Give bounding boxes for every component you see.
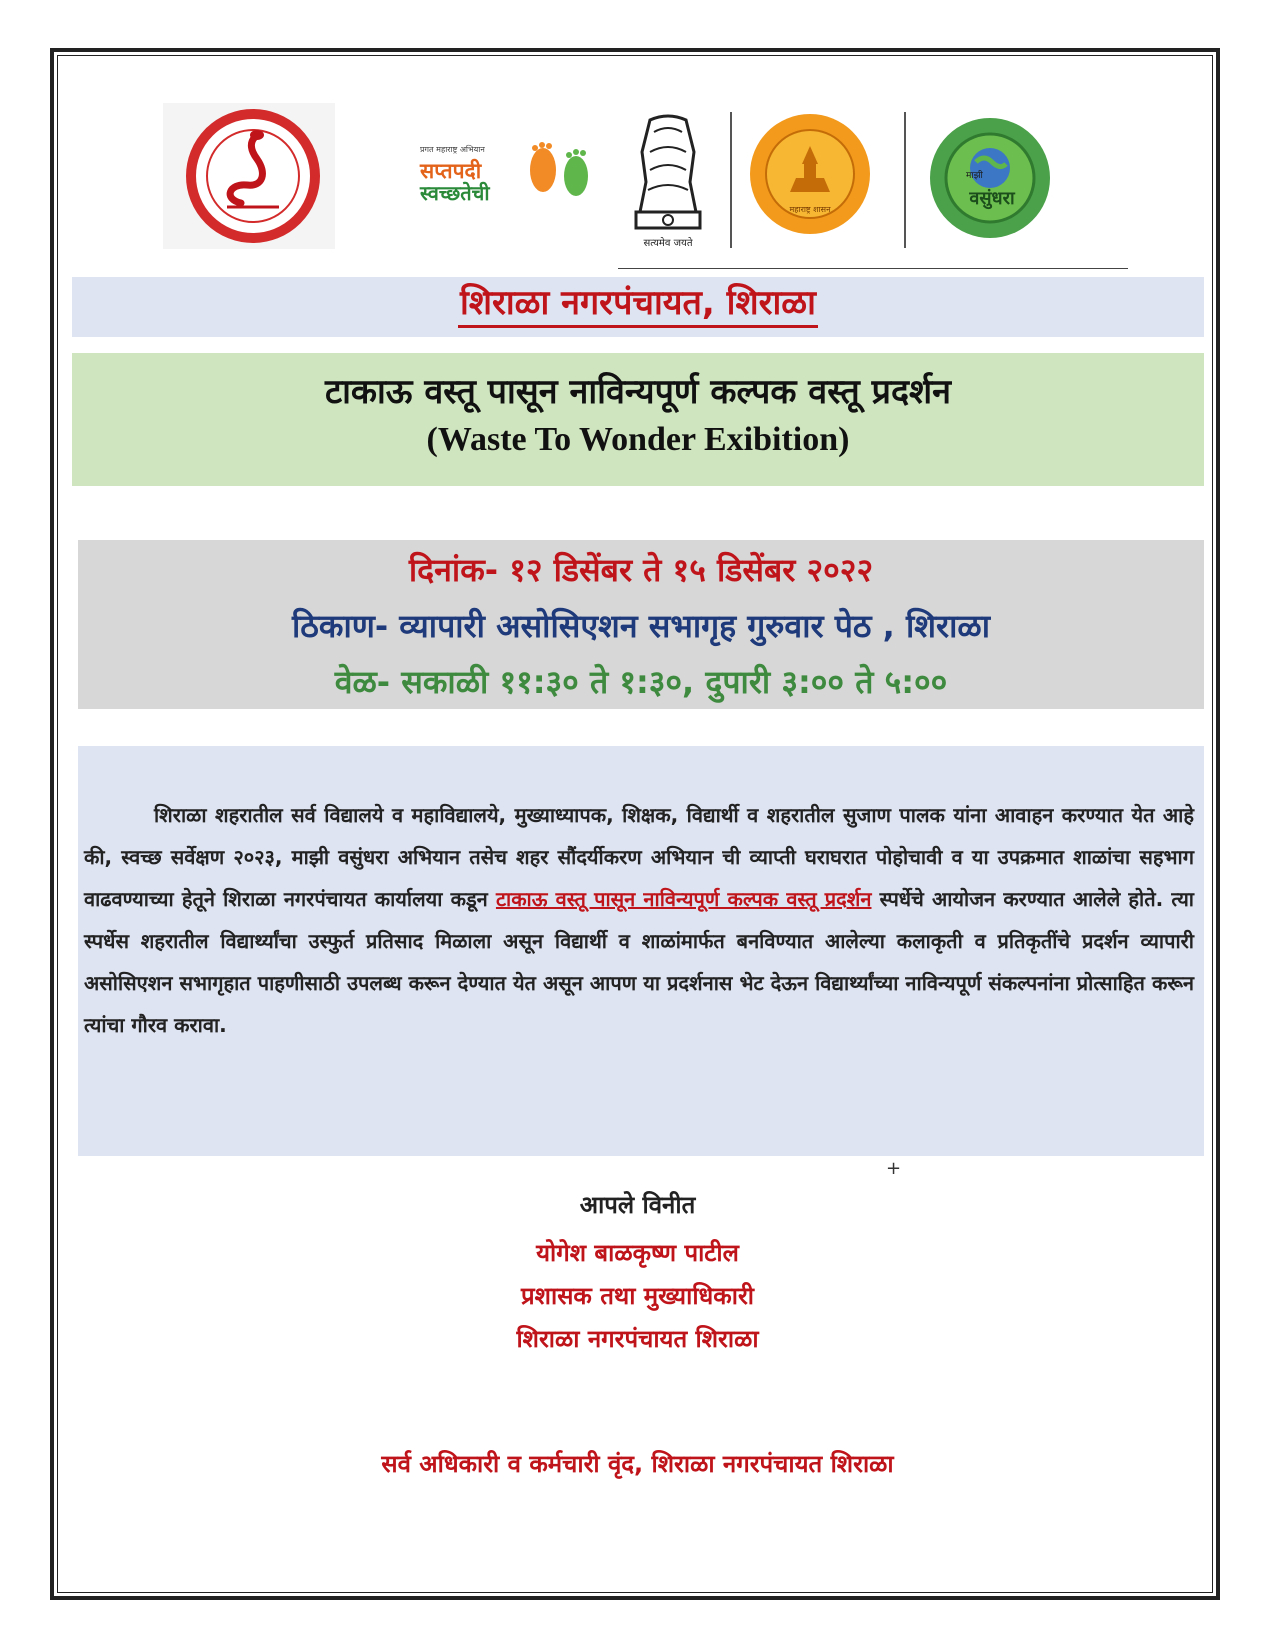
saptapadi-small-text: प्रगत महाराष्ट्र अभियान [420,145,485,154]
maharashtra-seal-text: महाराष्ट्र शासन [789,205,831,214]
signature-designation: प्रशासक तथा मुख्याधिकारी [521,1282,754,1310]
body-text-part2: स्पर्धेचे आयोजन करण्यात आलेले होते. त्या स्पर्धेस शहरातील विद्यार्थ्यांचा उस्फुर्त प्रतिसाद मिळाला असून विद्यार्थी व शाळांमार्फत बनविण्यात आलेल्या कलाकृती व प्रतिकृतींचे प्रदर्शन व्यापारी असोसिएशन सभागृहात पाहणीसाठी उपलब्ध करून देण्यात येत असून आपण या प्रदर्शनास भेट देऊन विद्यार्थ्यांच्या नाविन्यपूर्ण संकल्पनांना प्रोत्साहित करून त्यांचा गौरव करावा. [84,887,1194,1037]
event-place: ठिकाण- व्यापारी असोसिएशन सभागृह गुरुवार पेठ , शिराळा [292,607,990,645]
majhi-small-text: माझी [966,171,983,181]
emblem-motto: सत्यमेव जयते [643,238,693,249]
stray-mark: + [886,1158,902,1179]
body-highlight: टाकाऊ वस्तू पासून नाविन्यपूर्ण कल्पक वस्तू प्रदर्शन [495,887,872,911]
nagarpanchayat-seal-icon [163,103,335,249]
saptapadi-line1: सप्तपदी [420,159,482,183]
saptapadi-footprint-icon [418,140,598,206]
signature-office: शिराळा नगरपंचायत शिराळा [516,1325,759,1353]
details-band [78,540,1204,709]
majhi-vasundhara-icon [918,112,1062,242]
signature-closing: आपले विनीत [579,1191,696,1219]
page-title: शिराळा नगरपंचायत, शिराळा [458,281,818,328]
ashoka-emblem-icon [620,112,716,252]
exhibition-title-marathi: टाकाऊ वस्तू पासून नाविन्यपूर्ण कल्पक वस्तू प्रदर्शन [324,372,952,412]
signature-name: योगेश बाळकृष्ण पाटील [536,1239,739,1267]
title-band [72,277,1204,337]
exhibition-title-english: (Waste To Wonder Exibition) [426,421,850,458]
majhi-vasundhara-text: वसुंधरा [969,188,1015,209]
logo-separator [904,112,906,248]
maharashtra-seal-icon [748,112,872,236]
body-band [78,746,1204,1156]
event-time: वेळ- सकाळी ११:३० ते १:३०, दुपारी ३:०० ते ५:०० [334,663,948,701]
header-rule [618,268,1128,269]
exhibition-band [72,353,1204,486]
logo-separator [730,112,732,248]
saptapadi-line2: स्वच्छतेची [420,181,490,205]
body-text-part1: शिराळा शहरातील सर्व विद्यालये व महाविद्यालये, मुख्याध्यापक, शिक्षक, विद्यार्थी व शहरातील सुजाण पालक यांना आवाहन करण्यात येत आहे की, स्वच्छ सर्वेक्षण २०२३, माझी वसुंधरा अभियान तसेच शहर सौंदर्यीकरण अभियान ची व्याप्ती घराघरात पोहोचावी व या उपक्रमात शाळांचा सहभाग वाढवण्याच्या हेतूने शिराळा नगरपंचायत कार्यालया कडून [84,803,1194,911]
body-paragraph [84,794,1194,1046]
event-date: दिनांक- १२ डिसेंबर ते १५ डिसेंबर २०२२ [408,551,874,589]
signature-staff: सर्व अधिकारी व कर्मचारी वृंद, शिराळा नगरपंचायत शिराळा [381,1450,894,1478]
